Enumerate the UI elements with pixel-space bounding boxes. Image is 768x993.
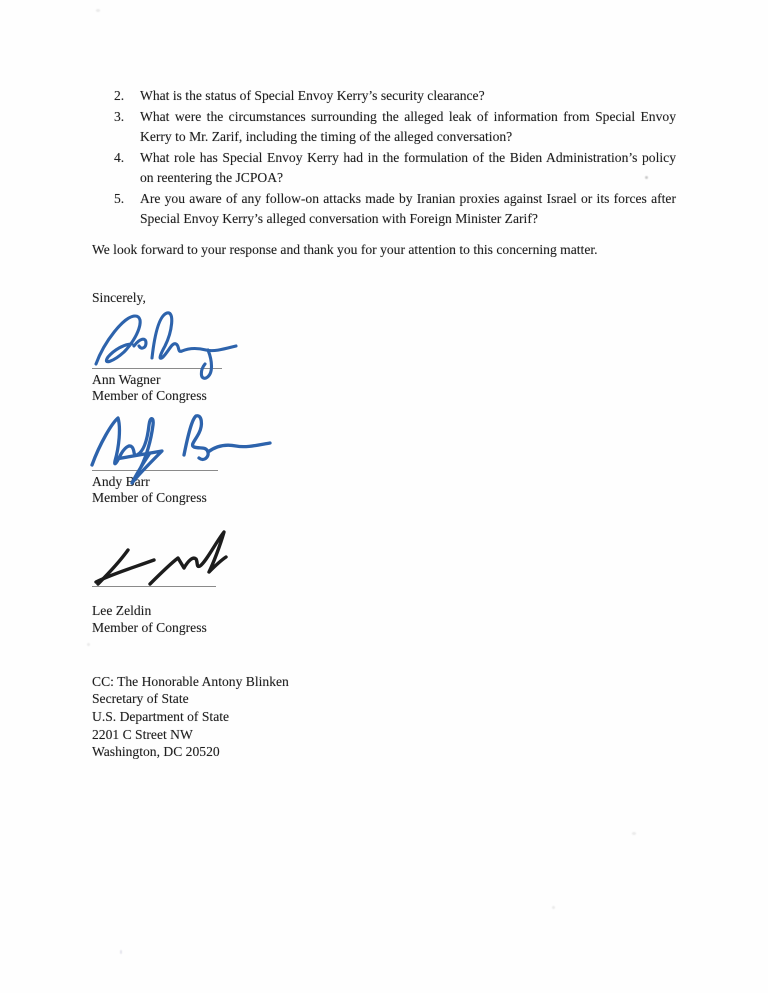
signatory-title: Member of Congress bbox=[92, 387, 207, 403]
cc-block bbox=[92, 673, 676, 761]
cc-city: Washington, DC 20520 bbox=[92, 744, 220, 760]
signature-line bbox=[92, 312, 222, 369]
cc-recipient: CC: The Honorable Antony Blinken bbox=[92, 673, 289, 689]
cc-street: 2201 C Street NW bbox=[92, 726, 193, 742]
lee-zeldin-signature-image bbox=[92, 526, 252, 592]
scan-speck bbox=[552, 906, 555, 909]
question-number: 4. bbox=[114, 149, 125, 165]
question-item-2 bbox=[92, 86, 676, 107]
question-text: What is the status of Special Envoy Kerry’s security clearance? bbox=[140, 88, 485, 103]
question-item-3 bbox=[92, 107, 676, 148]
question-list bbox=[92, 86, 676, 230]
closing-paragraph: We look forward to your response and thank you for your attention to this concerning matter. bbox=[92, 241, 598, 257]
question-text: Are you aware of any follow-on attacks made by Iranian proxies against Israel or its forces after Special Envoy Kerry’s alleged conversation with Foreign Minister Zarif? bbox=[140, 190, 676, 226]
signatory-name: Lee Zeldin bbox=[92, 603, 152, 619]
question-number: 3. bbox=[114, 108, 125, 124]
signatory-title: Member of Congress bbox=[92, 490, 207, 506]
signature-block-lee-zeldin bbox=[92, 534, 676, 635]
signature-line bbox=[92, 534, 216, 587]
scan-speck bbox=[632, 832, 636, 835]
signatory-title: Member of Congress bbox=[92, 619, 207, 635]
question-number: 5. bbox=[114, 190, 125, 206]
cc-department: U.S. Department of State bbox=[92, 708, 230, 724]
letter-body bbox=[92, 86, 676, 761]
valediction: Sincerely, bbox=[92, 289, 146, 305]
question-number: 2. bbox=[114, 88, 125, 103]
signature-block-andy-barr bbox=[92, 418, 676, 506]
signature-block-ann-wagner bbox=[92, 312, 676, 404]
scan-speck bbox=[96, 9, 100, 12]
scan-speck bbox=[87, 643, 90, 646]
question-text: What were the circumstances surrounding the alleged leak of information from Special Envoy Kerry to Mr. Zarif, including the timing of the alleged conversation? bbox=[140, 108, 676, 144]
ann-wagner-signature-image bbox=[88, 304, 258, 384]
scan-speck bbox=[120, 950, 122, 954]
signatory-name: Andy Barr bbox=[92, 473, 150, 489]
question-text: What role has Special Envoy Kerry had in the formulation of the Biden Administration’s policy on reentering the JCPOA? bbox=[140, 149, 676, 185]
andy-barr-signature-image bbox=[88, 409, 278, 494]
signatory-name: Ann Wagner bbox=[92, 371, 161, 387]
cc-title: Secretary of State bbox=[92, 691, 189, 707]
question-item-4 bbox=[92, 148, 676, 189]
question-item-5 bbox=[92, 189, 676, 230]
signature-line bbox=[92, 418, 218, 471]
